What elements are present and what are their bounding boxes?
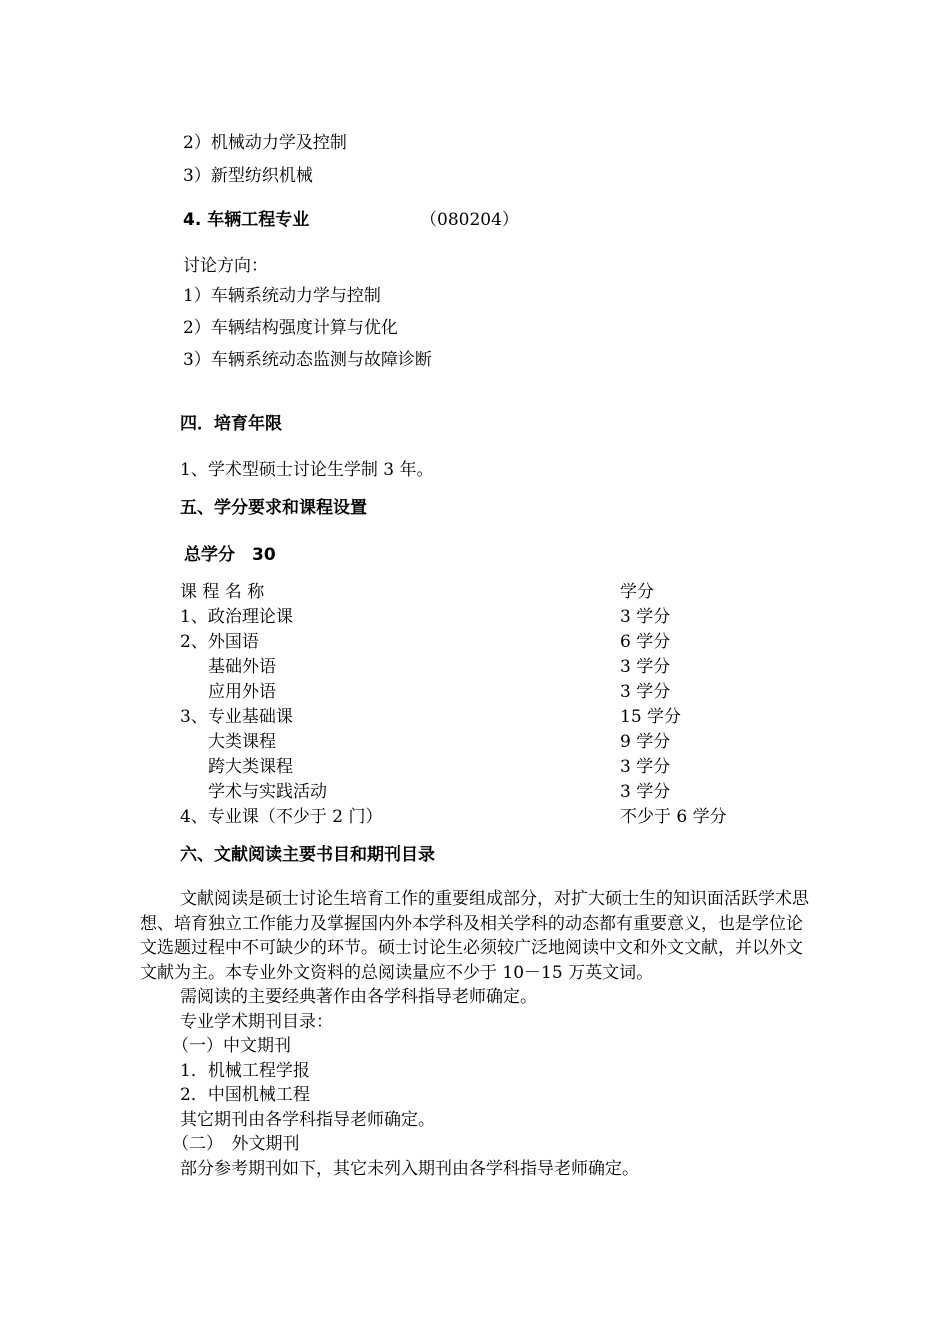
table-header-name: 课 程 名 称 <box>180 582 265 602</box>
course-credit: 9 学分 <box>620 732 671 752</box>
journal-item: 2．中国机械工程 <box>180 1085 310 1105</box>
course-name: 2、外国语 <box>180 632 259 652</box>
major-code: （080204） <box>420 210 519 230</box>
paragraph: 文献阅读是硕士讨论生培育工作的重要组成部分，对扩大硕士生的知识面活跃学术思想、培育独立工作能力及掌握国内外本学科及相关学科的动态都有重要意义，也是学位论文选题过程中不可缺少的环节。硕士讨论生必须较广泛地阅读中文和外文文献，并以外文文献为主。本专业外文资料的总阅读量应不少于 10－15 万英文词。 <box>140 889 809 983</box>
section-heading: 五、学分要求和课程设置 <box>180 498 367 518</box>
direction-item: 3）新型纺织机械 <box>183 166 313 186</box>
course-credit: 15 学分 <box>620 707 682 727</box>
course-credit: 6 学分 <box>620 632 671 652</box>
en-journals-label: （二） 外文期刊 <box>172 1134 300 1154</box>
course-name: 基础外语 <box>208 657 276 677</box>
table-header-credit: 学分 <box>620 582 654 602</box>
course-credit: 不少于 6 学分 <box>620 807 727 827</box>
journal-item: 1．机械工程学报 <box>180 1060 310 1081</box>
section-heading: 四．培育年限 <box>180 414 282 434</box>
course-credit: 3 学分 <box>620 682 671 702</box>
course-name: 学术与实践活动 <box>208 782 327 802</box>
major-title: 4. 车辆工程专业 <box>183 210 310 230</box>
direction-item: 2）车辆结构强度计算与优化 <box>183 318 398 338</box>
paragraph: 其它期刊由各学科指导老师确定。 <box>180 1109 435 1130</box>
literature-body <box>140 887 810 1181</box>
cn-journals-label: （一）中文期刊 <box>172 1036 291 1056</box>
course-name: 3、专业基础课 <box>180 707 293 727</box>
direction-item: 3）车辆系统动态监测与故障诊断 <box>183 350 432 370</box>
directions-label: 讨论方向： <box>183 256 268 276</box>
course-name: 跨大类课程 <box>208 757 293 777</box>
section-heading: 六、文献阅读主要书目和期刊目录 <box>180 845 435 865</box>
section-text: 1、学术型硕士讨论生学制 3 年。 <box>180 460 434 480</box>
course-credit: 3 学分 <box>620 657 671 677</box>
paragraph: 部分参考期刊如下，其它未列入期刊由各学科指导老师确定。 <box>180 1158 639 1179</box>
course-credit: 3 学分 <box>620 757 671 777</box>
course-name: 大类课程 <box>208 732 276 752</box>
journals-label: 专业学术期刊目录： <box>180 1011 333 1032</box>
direction-item: 2）机械动力学及控制 <box>183 133 347 153</box>
course-name: 4、专业课（不少于 2 门） <box>180 807 383 827</box>
total-credits: 总学分 30 <box>184 545 276 565</box>
paragraph: 需阅读的主要经典著作由各学科指导老师确定。 <box>180 987 537 1007</box>
direction-item: 1）车辆系统动力学与控制 <box>183 286 381 306</box>
course-name: 1、政治理论课 <box>180 607 293 627</box>
course-credit: 3 学分 <box>620 782 671 802</box>
course-credit: 3 学分 <box>620 607 671 627</box>
course-name: 应用外语 <box>208 682 276 702</box>
